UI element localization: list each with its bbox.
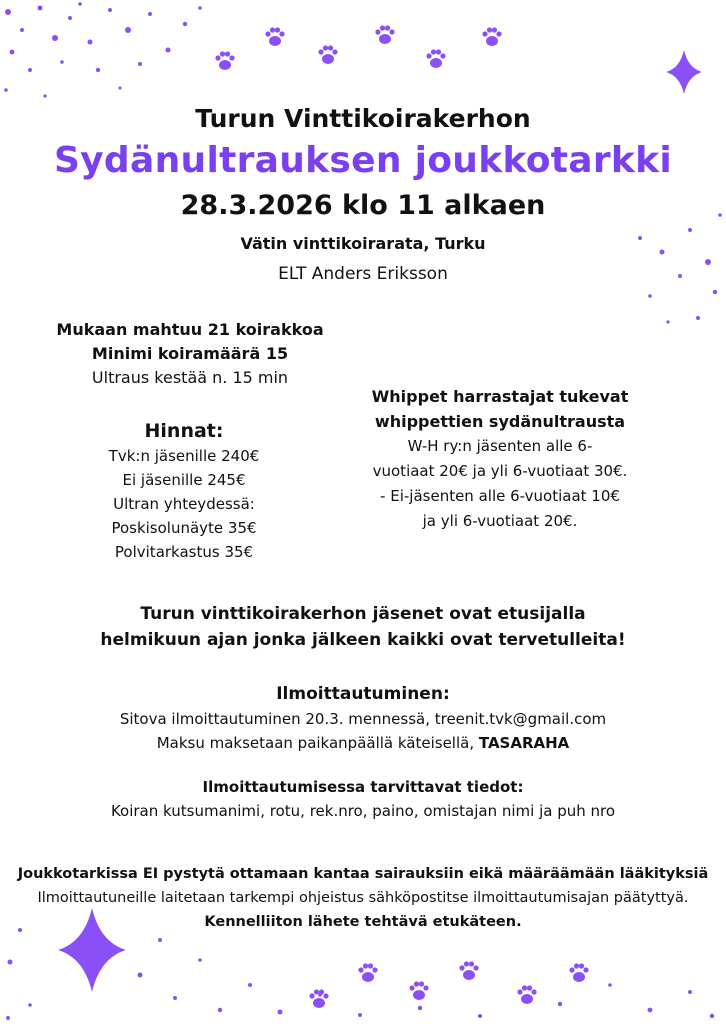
paw-print-icon [215, 51, 234, 70]
paw-print-icon [459, 961, 478, 980]
splatter-dots-top-left [4, 2, 202, 97]
paw-print-icon [318, 45, 337, 64]
paw-print-icon [482, 27, 501, 46]
splatter-dots-bottom [6, 928, 714, 1020]
event-date: 28.3.2026 klo 11 alkaen [180, 190, 546, 221]
paw-print-icon [409, 981, 428, 1000]
sparkle-star-icon [666, 50, 702, 94]
disclaimer-line: Joukkotarkissa EI pystytä ottamaan kantaa sairauksiin eikä määräämään lääkityksiä [17, 866, 709, 882]
paw-print-icon [517, 985, 536, 1004]
registration-heading: Ilmoittautuminen: [276, 684, 450, 704]
price-item: Ultran yhteydessä: [113, 495, 255, 513]
paw-print-icon [375, 25, 394, 44]
payment-line [0, 734, 726, 752]
required-info-heading: Ilmoittautumisessa tarvittavat tiedot: [202, 778, 524, 796]
duration-line: Ultraus kestää n. 15 min [91, 368, 289, 387]
support-line: - Ei-jäsenten alle 6-vuotiaat 10€ [380, 487, 620, 505]
support-line: vuotiaat 20€ ja yli 6-vuotiaat 30€. [372, 462, 628, 480]
event-title: Sydänultrauksen joukkotarkki [53, 140, 673, 181]
capacity-line: Mukaan mahtuu 21 koirakkoa [56, 320, 324, 339]
minimum-line: Minimi koiramäärä 15 [91, 344, 289, 363]
priority-line: helmikuun ajan jonka jälkeen kaikki ovat tervetulleita! [100, 630, 626, 650]
price-item: Tvk:n jäsenille 240€ [108, 447, 260, 465]
registration-line: Sitova ilmoittautuminen 20.3. mennessä, treenit.tvk@gmail.com [119, 710, 607, 728]
referral-line: Kennelliiton lähete tehtävä etukäteen. [204, 914, 522, 930]
support-heading: whippettien sydänultrausta [374, 412, 626, 431]
veterinarian: ELT Anders Eriksson [278, 264, 448, 284]
price-item: Poskisolunäyte 35€ [111, 519, 257, 537]
support-line: ja yli 6-vuotiaat 20€. [422, 512, 578, 530]
price-item: Polvitarkastus 35€ [114, 543, 254, 561]
support-line: W-H ry:n jäsenten alle 6- [407, 437, 593, 455]
required-info-line: Koiran kutsumanimi, rotu, rek.nro, paino, omistajan nimi ja puh nro [110, 802, 616, 820]
instructions-line: Ilmoittautuneille laitetaan tarkempi ohjeistus sähköpostitse ilmoittautumisajan päätyttyä. [37, 890, 689, 906]
paw-print-icon [569, 963, 588, 982]
exact-change-label: TASARAHA [478, 734, 570, 752]
organizer-name: Turun Vinttikoirakerhon [195, 104, 531, 133]
price-item: Ei jäsenille 245€ [122, 471, 246, 489]
support-heading: Whippet harrastajat tukevat [371, 387, 629, 406]
event-venue: Vätin vinttikoirarata, Turku [240, 234, 486, 253]
priority-line: Turun vinttikoirakerhon jäsenet ovat etusijalla [140, 604, 586, 624]
paw-print-icon [426, 49, 445, 68]
paw-print-icon [265, 27, 284, 46]
prices-heading: Hinnat: [144, 420, 224, 442]
paw-print-icon [309, 989, 328, 1008]
payment-text: Maksu maksetaan paikanpäällä käteisellä, [156, 734, 479, 752]
paw-print-icon [358, 963, 377, 982]
